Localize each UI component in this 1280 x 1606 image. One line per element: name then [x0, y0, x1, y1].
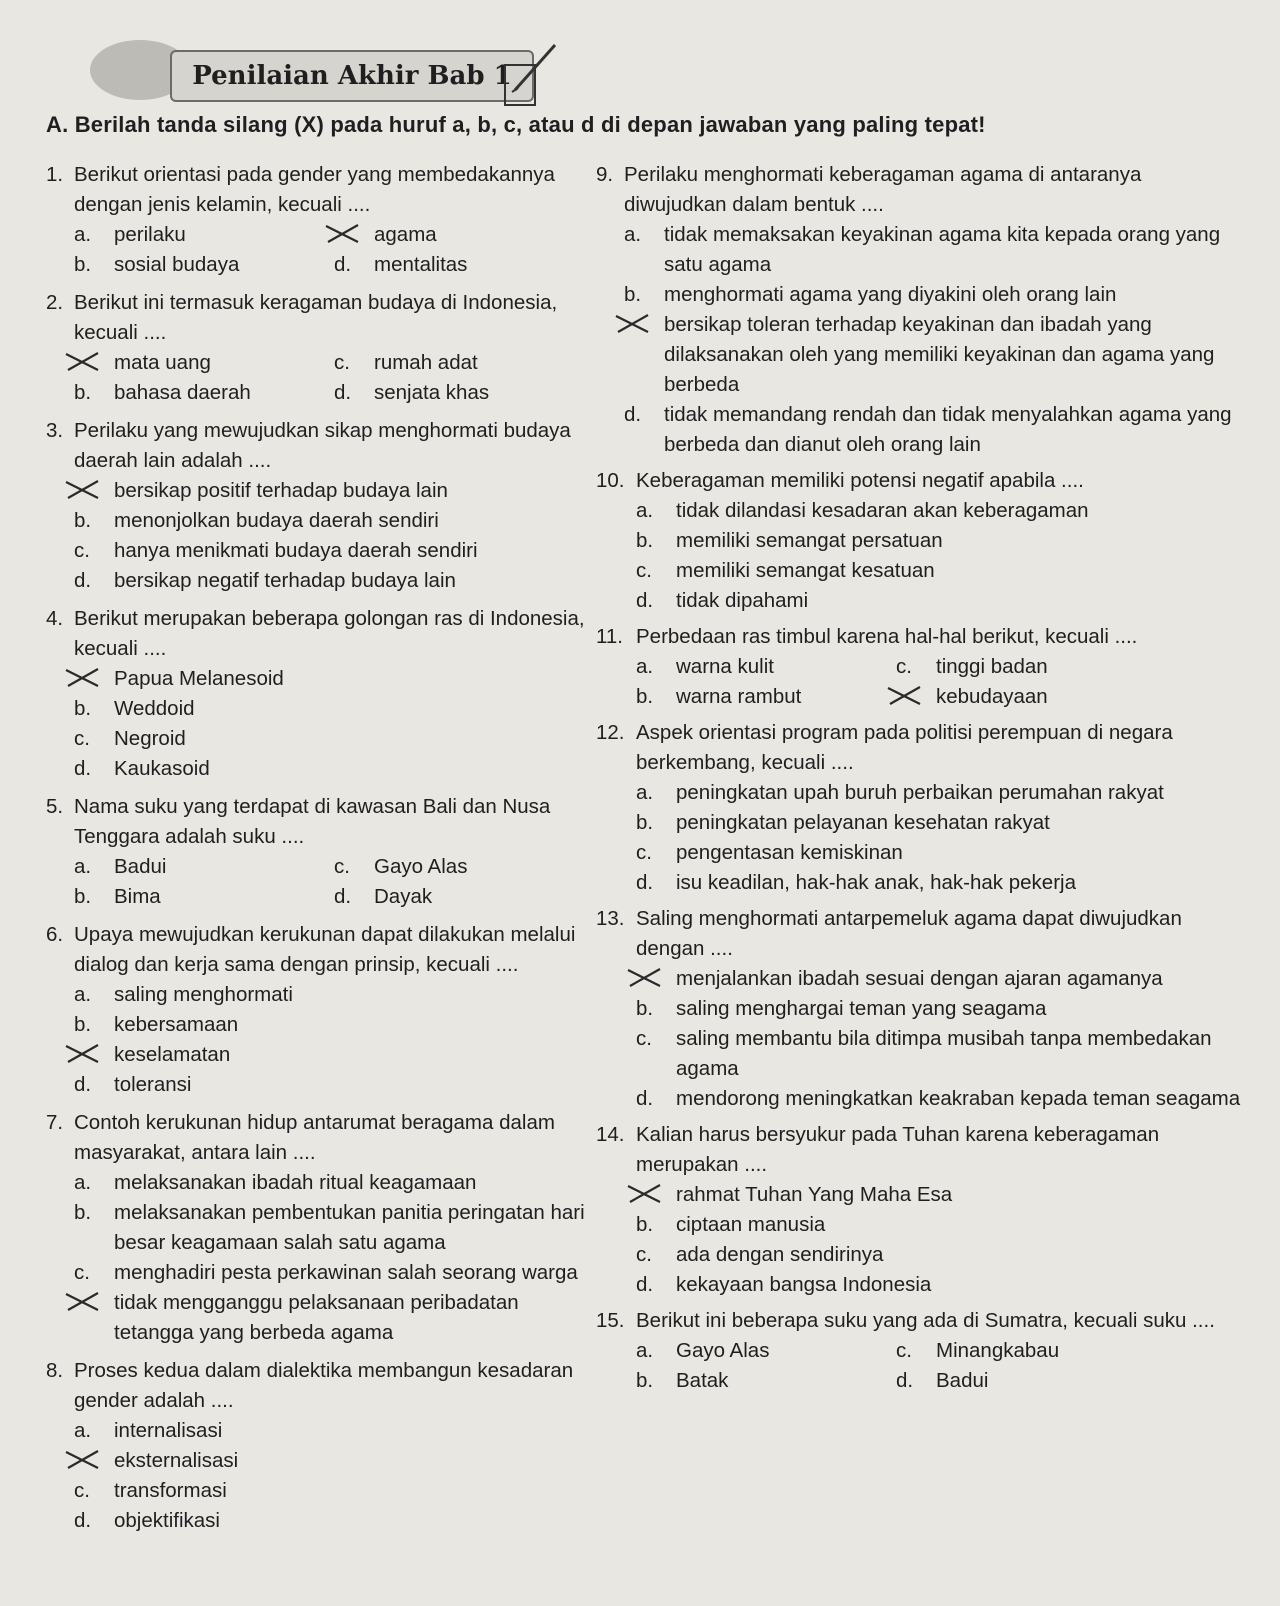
option-a[interactable]	[636, 496, 1246, 526]
option-c[interactable]	[896, 652, 1246, 682]
question-6	[46, 920, 598, 1100]
question-stem	[596, 160, 1246, 220]
option-text: Papua Melanesoid	[114, 667, 284, 690]
question-number: 2.	[46, 291, 64, 314]
question-number: 9.	[596, 163, 614, 186]
option-text: Badui	[114, 855, 167, 878]
option-c[interactable]	[636, 1024, 1246, 1084]
option-letter: a.	[636, 499, 654, 522]
option-letter	[624, 310, 664, 400]
option-letter: d.	[74, 569, 92, 592]
option-c[interactable]	[636, 1240, 1246, 1270]
option-a[interactable]	[624, 220, 1246, 280]
option-a[interactable]	[74, 220, 334, 250]
option-text: peningkatan pelayanan kesehatan rakyat	[676, 811, 1050, 834]
question-text: Perilaku yang mewujudkan sikap menghormati budaya daerah lain adalah ....	[74, 419, 571, 472]
question-stem	[596, 622, 1246, 652]
option-letter	[896, 682, 936, 712]
question-number: 3.	[46, 419, 64, 442]
option-letter: b.	[74, 509, 92, 532]
option-text: objektifikasi	[114, 1509, 220, 1532]
option-a[interactable]	[636, 1180, 1246, 1210]
question-stem	[46, 288, 598, 348]
option-letter: a.	[74, 983, 92, 1006]
option-text: tidak dilandasi kesadaran akan keberagaman	[676, 499, 1089, 522]
question-15	[596, 1306, 1246, 1396]
left-column	[46, 160, 598, 1544]
option-text: tidak mengganggu pelaksanaan peribadatan tetangga yang berbeda agama	[114, 1291, 519, 1344]
option-d[interactable]	[896, 682, 1246, 712]
question-number: 11.	[596, 625, 623, 648]
question-number: 10.	[596, 469, 625, 492]
option-a[interactable]	[636, 964, 1246, 994]
options	[596, 1180, 1246, 1300]
option-c[interactable]	[636, 838, 1246, 868]
option-letter: b.	[636, 529, 654, 552]
option-letter	[74, 476, 114, 506]
option-text: tidak memaksakan keyakinan agama kita kepada orang yang satu agama	[664, 223, 1221, 276]
option-letter: c.	[636, 1027, 652, 1050]
option-d[interactable]	[74, 1506, 598, 1536]
options	[46, 664, 598, 784]
option-letter: b.	[74, 1013, 92, 1036]
option-letter	[74, 1446, 114, 1476]
option-text: tidak memandang rendah dan tidak menyalahkan agama yang berbeda dan dianut oleh orang lain	[664, 403, 1232, 456]
option-text: Badui	[936, 1369, 989, 1392]
option-b[interactable]	[636, 808, 1246, 838]
option-letter: a.	[636, 781, 654, 804]
option-d[interactable]	[334, 378, 598, 408]
option-text: pengentasan kemiskinan	[676, 841, 903, 864]
option-text: bahasa daerah	[114, 381, 251, 404]
question-12	[596, 718, 1246, 898]
option-letter: c.	[334, 351, 350, 374]
question-stem	[596, 466, 1246, 496]
option-letter	[74, 1040, 114, 1070]
options	[46, 348, 598, 408]
option-letter: c.	[636, 1243, 652, 1266]
option-letter: c.	[74, 539, 90, 562]
question-stem	[46, 416, 598, 476]
option-letter: d.	[74, 757, 92, 780]
option-letter: a.	[636, 655, 654, 678]
options	[596, 778, 1246, 898]
option-text: sosial budaya	[114, 253, 240, 276]
option-d[interactable]	[334, 250, 598, 280]
right-column	[596, 160, 1246, 1402]
option-text: warna kulit	[676, 655, 774, 678]
options	[46, 476, 598, 596]
question-2	[46, 288, 598, 408]
option-letter	[334, 220, 374, 250]
option-text: saling menghormati	[114, 983, 293, 1006]
option-text: rumah adat	[374, 351, 478, 374]
question-8	[46, 1356, 598, 1536]
option-d[interactable]	[74, 754, 598, 784]
question-text: Kalian harus bersyukur pada Tuhan karena keberagaman merupakan ....	[636, 1123, 1160, 1176]
option-text: menghormati agama yang diyakini oleh orang lain	[664, 283, 1117, 306]
question-4	[46, 604, 598, 784]
option-text: internalisasi	[114, 1419, 223, 1442]
question-stem	[46, 792, 598, 852]
option-letter	[74, 664, 114, 694]
option-letter: d.	[334, 253, 352, 276]
option-text: keselamatan	[114, 1043, 231, 1066]
question-number: 14.	[596, 1123, 625, 1146]
instruction: A. Berilah tanda silang (X) pada huruf a, b, c, atau d di depan jawaban yang paling tepat!	[46, 112, 986, 137]
question-text: Aspek orientasi program pada politisi perempuan di negara berkembang, kecuali ....	[636, 721, 1173, 774]
option-text: memiliki semangat persatuan	[676, 529, 943, 552]
option-letter: d.	[636, 1087, 654, 1110]
question-number: 5.	[46, 795, 64, 818]
option-text: Gayo Alas	[374, 855, 468, 878]
option-letter: b.	[74, 697, 92, 720]
option-text: perilaku	[114, 223, 186, 246]
options	[596, 652, 1246, 712]
question-number: 1.	[46, 163, 64, 186]
option-b[interactable]	[74, 1010, 598, 1040]
option-text: Batak	[676, 1369, 729, 1392]
option-text: Kaukasoid	[114, 757, 210, 780]
option-d[interactable]	[334, 882, 598, 912]
option-text: Minangkabau	[936, 1339, 1060, 1362]
option-b[interactable]	[74, 506, 598, 536]
question-number: 13.	[596, 907, 625, 930]
option-letter: c.	[896, 1339, 912, 1362]
option-a[interactable]	[74, 852, 334, 882]
option-letter	[636, 1180, 676, 1210]
option-letter: c.	[636, 559, 652, 582]
option-b[interactable]	[636, 682, 896, 712]
question-text: Berikut merupakan beberapa golongan ras di Indonesia, kecuali ....	[74, 607, 585, 660]
options	[596, 220, 1246, 460]
question-stem	[46, 920, 598, 980]
option-text: saling menghargai teman yang seagama	[676, 997, 1047, 1020]
option-letter: d.	[334, 381, 352, 404]
option-text: menjalankan ibadah sesuai dengan ajaran agamanya	[676, 967, 1163, 990]
option-text: saling membantu bila ditimpa musibah tanpa membedakan agama	[676, 1027, 1212, 1080]
question-text: Perilaku menghormati keberagaman agama di antaranya diwujudkan dalam bentuk ....	[624, 163, 1142, 216]
question-text: Saling menghormati antarpemeluk agama dapat diwujudkan dengan ....	[636, 907, 1182, 960]
question-stem	[596, 1306, 1246, 1336]
option-c[interactable]	[74, 724, 598, 754]
option-text: tidak dipahami	[676, 589, 809, 612]
option-b[interactable]	[74, 694, 598, 724]
options	[596, 1336, 1246, 1396]
option-text: menghadiri pesta perkawinan salah seorang warga	[114, 1261, 578, 1284]
options	[46, 220, 598, 280]
question-stem	[46, 1356, 598, 1416]
option-b[interactable]	[74, 378, 334, 408]
option-a[interactable]	[636, 1336, 896, 1366]
option-text: eksternalisasi	[114, 1449, 239, 1472]
option-c[interactable]	[334, 852, 598, 882]
option-a[interactable]	[74, 664, 598, 694]
option-letter: b.	[624, 283, 642, 306]
question-text: Berikut ini beberapa suku yang ada di Sumatra, kecuali suku ....	[636, 1309, 1215, 1332]
option-text: senjata khas	[374, 381, 490, 404]
option-text: menonjolkan budaya daerah sendiri	[114, 509, 439, 532]
options	[46, 1168, 598, 1348]
option-b[interactable]	[74, 250, 334, 280]
option-letter: c.	[74, 1261, 90, 1284]
option-letter: b.	[636, 1213, 654, 1236]
option-d[interactable]	[636, 1270, 1246, 1300]
options	[596, 496, 1246, 616]
option-letter: d.	[636, 871, 654, 894]
option-letter	[636, 964, 676, 994]
option-letter: a.	[74, 1171, 92, 1194]
pencil-icon	[500, 40, 560, 110]
option-text: melaksanakan pembentukan panitia peringatan hari besar keagamaan salah satu agama	[114, 1201, 585, 1254]
option-d[interactable]	[74, 566, 598, 596]
question-stem	[596, 1120, 1246, 1180]
option-text: mendorong meningkatkan keakraban kepada teman seagama	[676, 1087, 1241, 1110]
option-text: toleransi	[114, 1073, 192, 1096]
option-text: peningkatan upah buruh perbaikan perumahan rakyat	[676, 781, 1164, 804]
option-letter: d.	[896, 1369, 914, 1392]
option-b[interactable]	[636, 1366, 896, 1396]
option-a[interactable]	[636, 778, 1246, 808]
option-b[interactable]	[74, 1446, 598, 1476]
question-stem	[596, 718, 1246, 778]
question-text: Perbedaan ras timbul karena hal-hal berikut, kecuali ....	[636, 625, 1138, 648]
question-text: Keberagaman memiliki potensi negatif apabila ....	[636, 469, 1084, 492]
question-11	[596, 622, 1246, 712]
option-a[interactable]	[74, 348, 334, 378]
question-number: 15.	[596, 1309, 625, 1332]
option-c[interactable]	[74, 1476, 598, 1506]
question-text: Upaya mewujudkan kerukunan dapat dilakukan melalui dialog dan kerja sama dengan prinsip, kecuali ....	[74, 923, 576, 976]
option-d[interactable]	[74, 1288, 598, 1348]
option-a[interactable]	[636, 652, 896, 682]
question-text: Proses kedua dalam dialektika membangun kesadaran gender adalah ....	[74, 1359, 574, 1412]
option-letter: a.	[636, 1339, 654, 1362]
option-text: agama	[374, 223, 437, 246]
option-b[interactable]	[636, 994, 1246, 1024]
option-b[interactable]	[636, 526, 1246, 556]
option-letter: a.	[624, 223, 642, 246]
option-c[interactable]	[334, 220, 598, 250]
option-c[interactable]	[334, 348, 598, 378]
question-9	[596, 160, 1246, 460]
option-a[interactable]	[74, 1416, 598, 1446]
question-5	[46, 792, 598, 912]
option-letter: a.	[74, 855, 92, 878]
option-letter: b.	[74, 381, 92, 404]
question-7	[46, 1108, 598, 1348]
option-letter: b.	[74, 253, 92, 276]
option-text: memiliki semangat kesatuan	[676, 559, 935, 582]
option-letter: d.	[74, 1509, 92, 1532]
question-text: Contoh kerukunan hidup antarumat beragama dalam masyarakat, antara lain ....	[74, 1111, 555, 1164]
option-letter: a.	[74, 1419, 92, 1442]
question-14	[596, 1120, 1246, 1300]
option-letter: d.	[636, 1273, 654, 1296]
option-text: Negroid	[114, 727, 186, 750]
option-letter	[74, 1288, 114, 1348]
option-text: kebersamaan	[114, 1013, 239, 1036]
option-b[interactable]	[624, 280, 1246, 310]
option-text: Gayo Alas	[676, 1339, 770, 1362]
option-c[interactable]	[636, 556, 1246, 586]
option-b[interactable]	[74, 882, 334, 912]
option-letter: b.	[636, 1369, 654, 1392]
option-letter: a.	[74, 223, 92, 246]
option-letter: b.	[636, 997, 654, 1020]
question-stem	[46, 1108, 598, 1168]
option-text: Bima	[114, 885, 161, 908]
option-text: tinggi badan	[936, 655, 1048, 678]
option-letter: c.	[896, 655, 912, 678]
option-d[interactable]	[896, 1366, 1246, 1396]
option-a[interactable]	[74, 1168, 598, 1198]
options	[46, 980, 598, 1100]
question-3	[46, 416, 598, 596]
option-text: Weddoid	[114, 697, 195, 720]
option-d[interactable]	[636, 868, 1246, 898]
option-letter: d.	[636, 589, 654, 612]
question-number: 6.	[46, 923, 64, 946]
page-title: Penilaian Akhir Bab 1	[170, 50, 534, 102]
question-stem	[46, 604, 598, 664]
option-letter: b.	[74, 885, 92, 908]
option-letter: b.	[636, 811, 654, 834]
option-text: mata uang	[114, 351, 211, 374]
question-number: 8.	[46, 1359, 64, 1382]
option-letter: c.	[74, 1479, 90, 1502]
option-c[interactable]	[624, 310, 1246, 400]
option-letter: c.	[74, 727, 90, 750]
option-d[interactable]	[636, 1084, 1246, 1114]
option-letter: b.	[74, 1201, 92, 1224]
option-c[interactable]	[74, 1258, 598, 1288]
option-d[interactable]	[74, 1070, 598, 1100]
option-c[interactable]	[896, 1336, 1246, 1366]
option-a[interactable]	[74, 980, 598, 1010]
option-text: mentalitas	[374, 253, 468, 276]
option-b[interactable]	[636, 1210, 1246, 1240]
option-text: ada dengan sendirinya	[676, 1243, 884, 1266]
question-number: 7.	[46, 1111, 64, 1134]
option-letter: d.	[334, 885, 352, 908]
option-d[interactable]	[624, 400, 1246, 460]
option-letter: c.	[334, 855, 350, 878]
option-c[interactable]	[74, 536, 598, 566]
option-text: warna rambut	[676, 685, 802, 708]
question-text: Berikut orientasi pada gender yang membedakannya dengan jenis kelamin, kecuali ....	[74, 163, 555, 216]
question-10	[596, 466, 1246, 616]
option-text: ciptaan manusia	[676, 1213, 826, 1236]
option-a[interactable]	[74, 476, 598, 506]
question-13	[596, 904, 1246, 1114]
option-text: Dayak	[374, 885, 433, 908]
question-text: Nama suku yang terdapat di kawasan Bali dan Nusa Tenggara adalah suku ....	[74, 795, 551, 848]
option-text: melaksanakan ibadah ritual keagamaan	[114, 1171, 477, 1194]
option-c[interactable]	[74, 1040, 598, 1070]
option-letter: d.	[624, 403, 642, 426]
options	[46, 1416, 598, 1536]
options	[46, 852, 598, 912]
option-text: bersikap negatif terhadap budaya lain	[114, 569, 456, 592]
question-1	[46, 160, 598, 280]
question-number: 4.	[46, 607, 64, 630]
question-stem	[46, 160, 598, 220]
option-text: transformasi	[114, 1479, 227, 1502]
option-text: hanya menikmati budaya daerah sendiri	[114, 539, 478, 562]
question-stem	[596, 904, 1246, 964]
option-text: rahmat Tuhan Yang Maha Esa	[676, 1183, 953, 1206]
option-b[interactable]	[74, 1198, 598, 1258]
option-letter: d.	[74, 1073, 92, 1096]
question-text: Berikut ini termasuk keragaman budaya di Indonesia, kecuali ....	[74, 291, 558, 344]
option-text: isu keadilan, hak-hak anak, hak-hak pekerja	[676, 871, 1076, 894]
options	[596, 964, 1246, 1114]
option-d[interactable]	[636, 586, 1246, 616]
option-text: kekayaan bangsa Indonesia	[676, 1273, 932, 1296]
option-text: bersikap toleran terhadap keyakinan dan ibadah yang dilaksanakan oleh yang memiliki keyakinan dan agama yang berbeda	[664, 313, 1215, 396]
option-letter	[74, 348, 114, 378]
option-letter: b.	[636, 685, 654, 708]
option-letter: c.	[636, 841, 652, 864]
option-text: bersikap positif terhadap budaya lain	[114, 479, 448, 502]
question-number: 12.	[596, 721, 625, 744]
option-text: kebudayaan	[936, 685, 1048, 708]
